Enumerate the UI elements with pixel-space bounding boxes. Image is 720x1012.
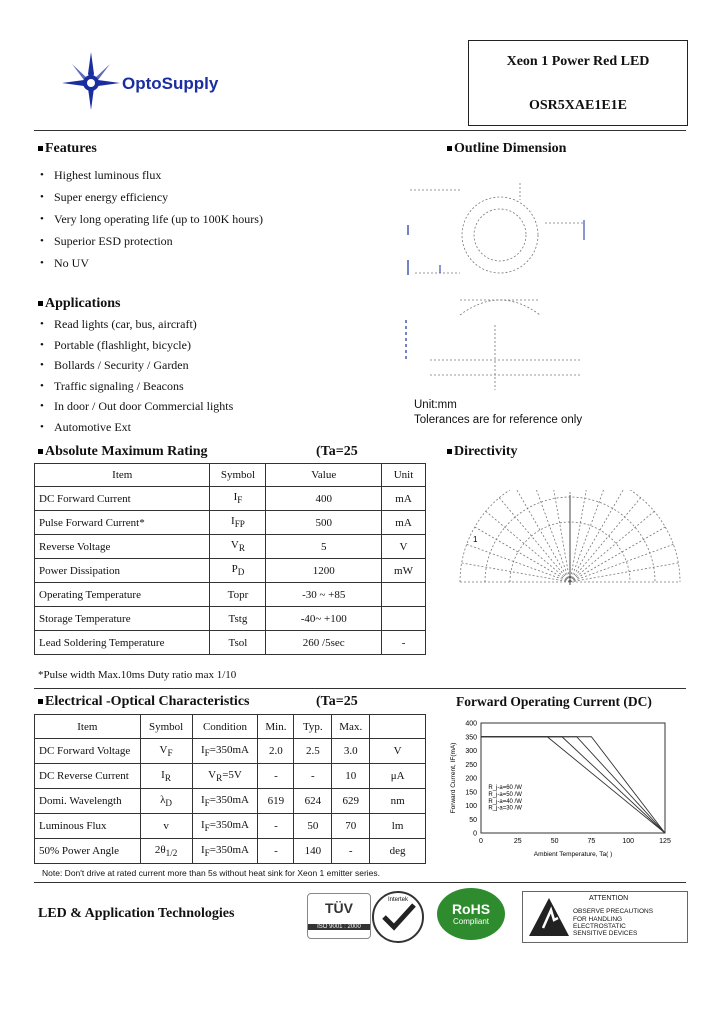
directivity-ray — [570, 490, 608, 582]
list-item: • Portable (flashlight, bicycle) — [38, 335, 233, 356]
x-tick-label: 75 — [587, 838, 596, 845]
eo-heading: Electrical -Optical Characteristics — [38, 694, 249, 710]
iso-label: ISO 9001 : 2000 — [308, 924, 370, 930]
column-header: Min. — [258, 715, 294, 739]
directivity-ray — [462, 563, 570, 582]
eo-condition: (Ta=25 — [316, 694, 358, 709]
y-axis-label: Forward Current, IF(mA) — [450, 742, 457, 814]
title-box — [468, 40, 688, 126]
list-item: • Superior ESD protection — [38, 230, 263, 252]
y-tick-label: 400 — [465, 720, 477, 728]
y-tick-label: 200 — [465, 775, 477, 783]
table-row: DC Reverse Current $I_R$ $V_R=5V$ - - 10 μA — [35, 764, 426, 789]
y-tick-label: 250 — [465, 761, 477, 769]
y-tick-label: 50 — [469, 816, 477, 824]
column-header: Typ. — [294, 715, 332, 739]
outline-heading: Outline Dimension — [447, 141, 566, 157]
table-row: Reverse Voltage $V_R$ 5 V — [35, 535, 426, 559]
intertek-badge — [372, 891, 424, 943]
part-number: OSR5XAE1E1E — [528, 98, 628, 113]
rohs-label: RoHS — [451, 901, 491, 917]
list-item: • Highest luminous flux — [38, 164, 263, 186]
column-header: Symbol — [210, 464, 266, 487]
applications-heading: Applications — [38, 296, 120, 312]
list-item: • Very long operating life (up to 100K hours) — [38, 208, 263, 230]
mid-divider — [34, 688, 686, 689]
x-tick-label: 0 — [479, 838, 483, 845]
check-icon — [380, 903, 416, 931]
features-heading: Features — [38, 141, 97, 157]
x-tick-label: 50 — [550, 838, 559, 845]
legend-entry: R_j-a=40 /W — [488, 798, 522, 805]
directivity-left-label: 1 — [473, 535, 478, 544]
x-tick-label: 100 — [622, 838, 635, 845]
x-tick-label: 125 — [659, 838, 671, 845]
y-tick-label: 0 — [473, 830, 477, 838]
list-item: • Read lights (car, bus, aircraft) — [38, 314, 233, 335]
footer-divider — [34, 882, 686, 883]
abs-max-table — [34, 463, 426, 655]
list-item: • No UV — [38, 252, 263, 274]
legend-entry: R_j-a=30 /W — [488, 805, 522, 812]
table-row: Storage Temperature Tstg -40~ +100 — [35, 607, 426, 631]
table-row: DC Forward Voltage $V_F$ $I_F=350mA$ 2.0 2.5 3.0 V — [35, 739, 426, 764]
chart-title: Forward Operating Current (DC) — [456, 694, 652, 709]
outline-note: Tolerances are for reference only — [414, 414, 583, 426]
attention-title: ATTENTION — [589, 895, 629, 902]
rohs-sublabel: Compliant — [452, 917, 489, 926]
column-header: Symbol — [140, 715, 192, 739]
table-row: 50% Power Angle $2\theta_{1/2}$ $I_F=350mA$ - 140 - deg — [35, 839, 426, 864]
plot-frame — [481, 723, 665, 833]
tuv-label: TÜV — [325, 900, 353, 916]
table-row: Lead Soldering Temperature Tsol 260 /5sec - — [35, 631, 426, 655]
abs-max-condition: (Ta=25 — [316, 444, 358, 459]
list-item: • Bollards / Security / Garden — [38, 355, 233, 376]
column-header: Item — [35, 715, 141, 739]
list-item: • In door / Out door Commercial lights — [38, 396, 233, 417]
product-title: Xeon 1 Power Red LED — [506, 54, 650, 69]
legend-entry: R_j-a=50 /W — [488, 791, 522, 798]
list-item: • Automotive Ext — [38, 417, 233, 438]
list-item: • Super energy efficiency — [38, 186, 263, 208]
logo-star-icon — [60, 50, 122, 112]
y-tick-label: 100 — [465, 803, 477, 810]
column-header: Condition — [192, 715, 258, 739]
directivity-diagram — [455, 490, 685, 600]
x-tick-label: 25 — [513, 838, 522, 845]
directivity-ray — [570, 563, 678, 582]
column-header: Unit — [382, 464, 426, 487]
tuv-badge — [307, 893, 371, 939]
directivity-ray — [532, 490, 570, 582]
table-row: Pulse Forward Current* $I_{FP}$ 500 mA — [35, 511, 426, 535]
forward-current-chart — [445, 715, 685, 863]
esd-warning-icon — [527, 896, 571, 938]
table-row: Luminous Flux v $I_F=350mA$ - 50 70 lm — [35, 814, 426, 839]
brand-name: OptoSupply — [122, 74, 219, 93]
directivity-ray — [515, 490, 570, 582]
x-axis-label: Ambient Temperature, Ta( ) — [533, 851, 613, 858]
column-header — [370, 715, 426, 739]
eo-table — [34, 714, 426, 864]
y-tick-label: 350 — [465, 734, 477, 742]
attention-line: ELECTROSTATIC — [573, 923, 626, 930]
abs-max-footnote: *Pulse width Max.10ms Duty ratio max 1/10 — [38, 669, 237, 681]
applications-list — [38, 314, 233, 437]
table-row: Power Dissipation $P_D$ 1200 mW — [35, 559, 426, 583]
directivity-ray — [570, 490, 625, 582]
table-row: Operating Temperature Topr -30 ~ +85 — [35, 583, 426, 607]
column-header: Item — [35, 464, 210, 487]
header-divider — [34, 130, 686, 131]
eo-note: Note: Don't drive at rated current more than 5s without heat sink for Xeon 1 emitter series. — [42, 868, 381, 878]
attention-line: FOR HANDLING — [573, 916, 623, 923]
y-tick-label: 300 — [465, 748, 477, 755]
logo — [60, 50, 280, 110]
company-name: LED & Application Technologies — [38, 906, 235, 921]
table-row: Domi. Wavelength $\lambda_D$ $I_F=350mA$ 619 624 629 nm — [35, 789, 426, 814]
outline-unit: Unit:mm — [414, 399, 457, 411]
legend-entry: R_j-a=60 /W — [488, 785, 522, 791]
intertek-label: Intertek — [387, 897, 408, 903]
y-tick-label: 150 — [465, 789, 477, 797]
attention-line: SENSITIVE DEVICES — [573, 930, 638, 937]
esd-attention-box — [522, 891, 688, 943]
features-list — [38, 164, 263, 274]
outline-drawing — [400, 175, 600, 400]
column-header: Value — [266, 464, 382, 487]
directivity-heading: Directivity — [447, 444, 518, 460]
abs-max-heading: Absolute Maximum Rating — [38, 444, 208, 460]
rohs-badge — [437, 888, 505, 940]
list-item: • Traffic signaling / Beacons — [38, 376, 233, 397]
column-header: Max. — [332, 715, 370, 739]
table-row: DC Forward Current $I_F$ 400 mA — [35, 487, 426, 511]
attention-line: OBSERVE PRECAUTIONS — [573, 908, 654, 915]
